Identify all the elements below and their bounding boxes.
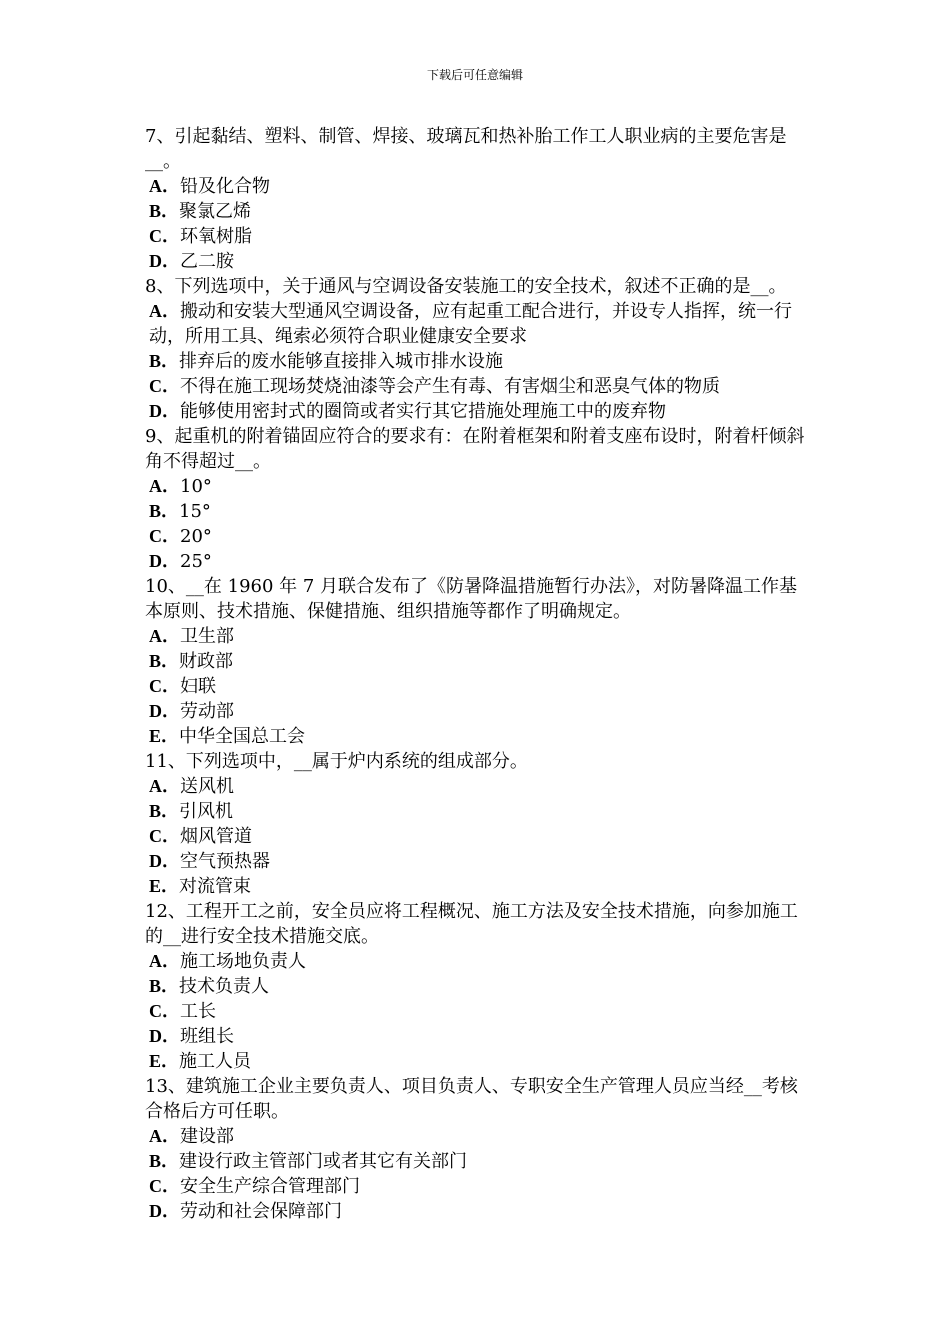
option-letter: B．: [149, 201, 180, 221]
answer-option: [145, 724, 810, 749]
answer-option: [145, 1199, 810, 1224]
answer-option: [145, 249, 810, 274]
option-letter: D．: [149, 1026, 180, 1046]
option-letter: C．: [149, 1176, 180, 1196]
answer-option: [145, 1049, 810, 1074]
option-text: 10°: [180, 476, 212, 497]
option-letter: E．: [149, 1051, 180, 1071]
question-list: [145, 124, 810, 1224]
option-text: 建设部: [180, 1126, 234, 1147]
option-text: 财政部: [179, 651, 234, 672]
answer-option: [145, 1149, 810, 1174]
option-letter: B．: [149, 1151, 180, 1171]
answer-option: [145, 699, 810, 724]
answer-option: [145, 999, 810, 1024]
option-text: 班组长: [180, 1026, 234, 1047]
option-letter: A．: [149, 951, 180, 971]
answer-option: [145, 1174, 810, 1199]
option-letter: A．: [149, 1126, 180, 1146]
question-block: [145, 1074, 810, 1224]
option-letter: C．: [149, 676, 180, 696]
option-letter: D．: [149, 401, 180, 421]
answer-option: [145, 499, 810, 524]
option-text: 25°: [180, 551, 212, 572]
option-text: 引风机: [179, 801, 234, 822]
option-letter: A．: [149, 776, 180, 796]
question-block: [145, 749, 810, 899]
answer-option: [145, 174, 810, 199]
option-text: 对流管束: [179, 876, 252, 897]
answer-option: [145, 1024, 810, 1049]
option-letter: C．: [149, 826, 180, 846]
option-letter: B．: [149, 351, 180, 371]
answer-option: [145, 474, 810, 499]
option-text: 不得在施工现场焚烧油漆等会产生有毒、有害烟尘和恶臭气体的物质: [180, 376, 720, 397]
option-text: 20°: [180, 526, 212, 547]
answer-option: [145, 949, 810, 974]
answer-option: [145, 799, 810, 824]
question-block: [145, 574, 810, 749]
answer-option: [145, 1124, 810, 1149]
option-letter: A．: [149, 176, 180, 196]
option-letter: C．: [149, 226, 180, 246]
question-text: 12、工程开工之前，安全员应将工程概况、施工方法及安全技术措施，向参加施工的__进行安全技术措施交底。: [145, 901, 798, 947]
option-text: 施工场地负责人: [180, 951, 306, 972]
option-letter: B．: [149, 501, 180, 521]
option-letter: D．: [149, 851, 180, 871]
option-text: 排弃后的废水能够直接排入城市排水设施: [179, 351, 504, 372]
page-header: 下载后可任意编辑: [426, 68, 523, 82]
option-text: 送风机: [180, 776, 234, 797]
answer-option: [145, 849, 810, 874]
option-letter: D．: [149, 551, 180, 571]
option-letter: D．: [149, 1201, 180, 1221]
option-letter: E．: [149, 876, 180, 896]
option-text: 铅及化合物: [180, 176, 270, 197]
answer-option: [145, 774, 810, 799]
question-block: [145, 424, 810, 574]
answer-option: [145, 824, 810, 849]
option-text: 搬动和安装大型通风空调设备，应有起重工配合进行，并设专人指挥，统一行动，所用工具、绳索必须符合职业健康安全要求: [149, 301, 792, 347]
answer-option: [145, 224, 810, 249]
option-text: 卫生部: [180, 626, 234, 647]
answer-option: [145, 299, 810, 349]
answer-option: [145, 349, 810, 374]
option-text: 施工人员: [179, 1051, 252, 1072]
question-text: 9、起重机的附着锚固应符合的要求有：在附着框架和附着支座布设时，附着杆倾斜角不得超过__。: [145, 426, 805, 472]
option-text: 空气预热器: [180, 851, 270, 872]
answer-option: [145, 674, 810, 699]
question-block: [145, 274, 810, 424]
option-letter: A．: [149, 301, 180, 321]
question-block: [145, 124, 810, 274]
question-text: 13、建筑施工企业主要负责人、项目负责人、专职安全生产管理人员应当经__考核合格后方可任职。: [145, 1076, 798, 1122]
question-text: 10、__在 1960 年 7 月联合发布了《防暑降温措施暂行办法》，对防暑降温工作基本原则、技术措施、保健措施、组织措施等都作了明确规定。: [145, 576, 798, 622]
option-text: 烟风管道: [180, 826, 252, 847]
option-text: 15°: [179, 501, 211, 522]
answer-option: [145, 974, 810, 999]
option-letter: B．: [149, 651, 180, 671]
option-letter: C．: [149, 376, 180, 396]
answer-option: [145, 399, 810, 424]
option-text: 工长: [180, 1001, 216, 1022]
question-text: 7、引起黏结、塑料、制管、焊接、玻璃瓦和热补胎工作工人职业病的主要危害是__。: [145, 126, 787, 172]
option-text: 环氧树脂: [180, 226, 252, 247]
option-letter: D．: [149, 701, 180, 721]
option-letter: D．: [149, 251, 180, 271]
option-text: 劳动部: [180, 701, 234, 722]
answer-option: [145, 624, 810, 649]
option-text: 劳动和社会保障部门: [180, 1201, 342, 1222]
answer-option: [145, 649, 810, 674]
option-text: 聚氯乙烯: [179, 201, 252, 222]
answer-option: [145, 524, 810, 549]
option-letter: B．: [149, 976, 180, 996]
answer-option: [145, 874, 810, 899]
option-letter: B．: [149, 801, 180, 821]
option-text: 技术负责人: [179, 976, 270, 997]
option-letter: E．: [149, 726, 180, 746]
option-letter: A．: [149, 626, 180, 646]
option-letter: C．: [149, 526, 180, 546]
option-text: 建设行政主管部门或者其它有关部门: [179, 1151, 468, 1172]
answer-option: [145, 199, 810, 224]
answer-option: [145, 549, 810, 574]
option-text: 妇联: [180, 676, 216, 697]
option-text: 乙二胺: [180, 251, 234, 272]
option-text: 安全生产综合管理部门: [180, 1176, 360, 1197]
option-letter: A．: [149, 476, 180, 496]
option-text: 中华全国总工会: [179, 726, 306, 747]
question-block: [145, 899, 810, 1074]
option-text: 能够使用密封式的圈筒或者实行其它措施处理施工中的废弃物: [180, 401, 666, 422]
option-letter: C．: [149, 1001, 180, 1021]
question-text: 8、下列选项中，关于通风与空调设备安装施工的安全技术，叙述不正确的是__。: [145, 276, 787, 297]
answer-option: [145, 374, 810, 399]
question-text: 11、下列选项中，__属于炉内系统的组成部分。: [145, 751, 528, 772]
